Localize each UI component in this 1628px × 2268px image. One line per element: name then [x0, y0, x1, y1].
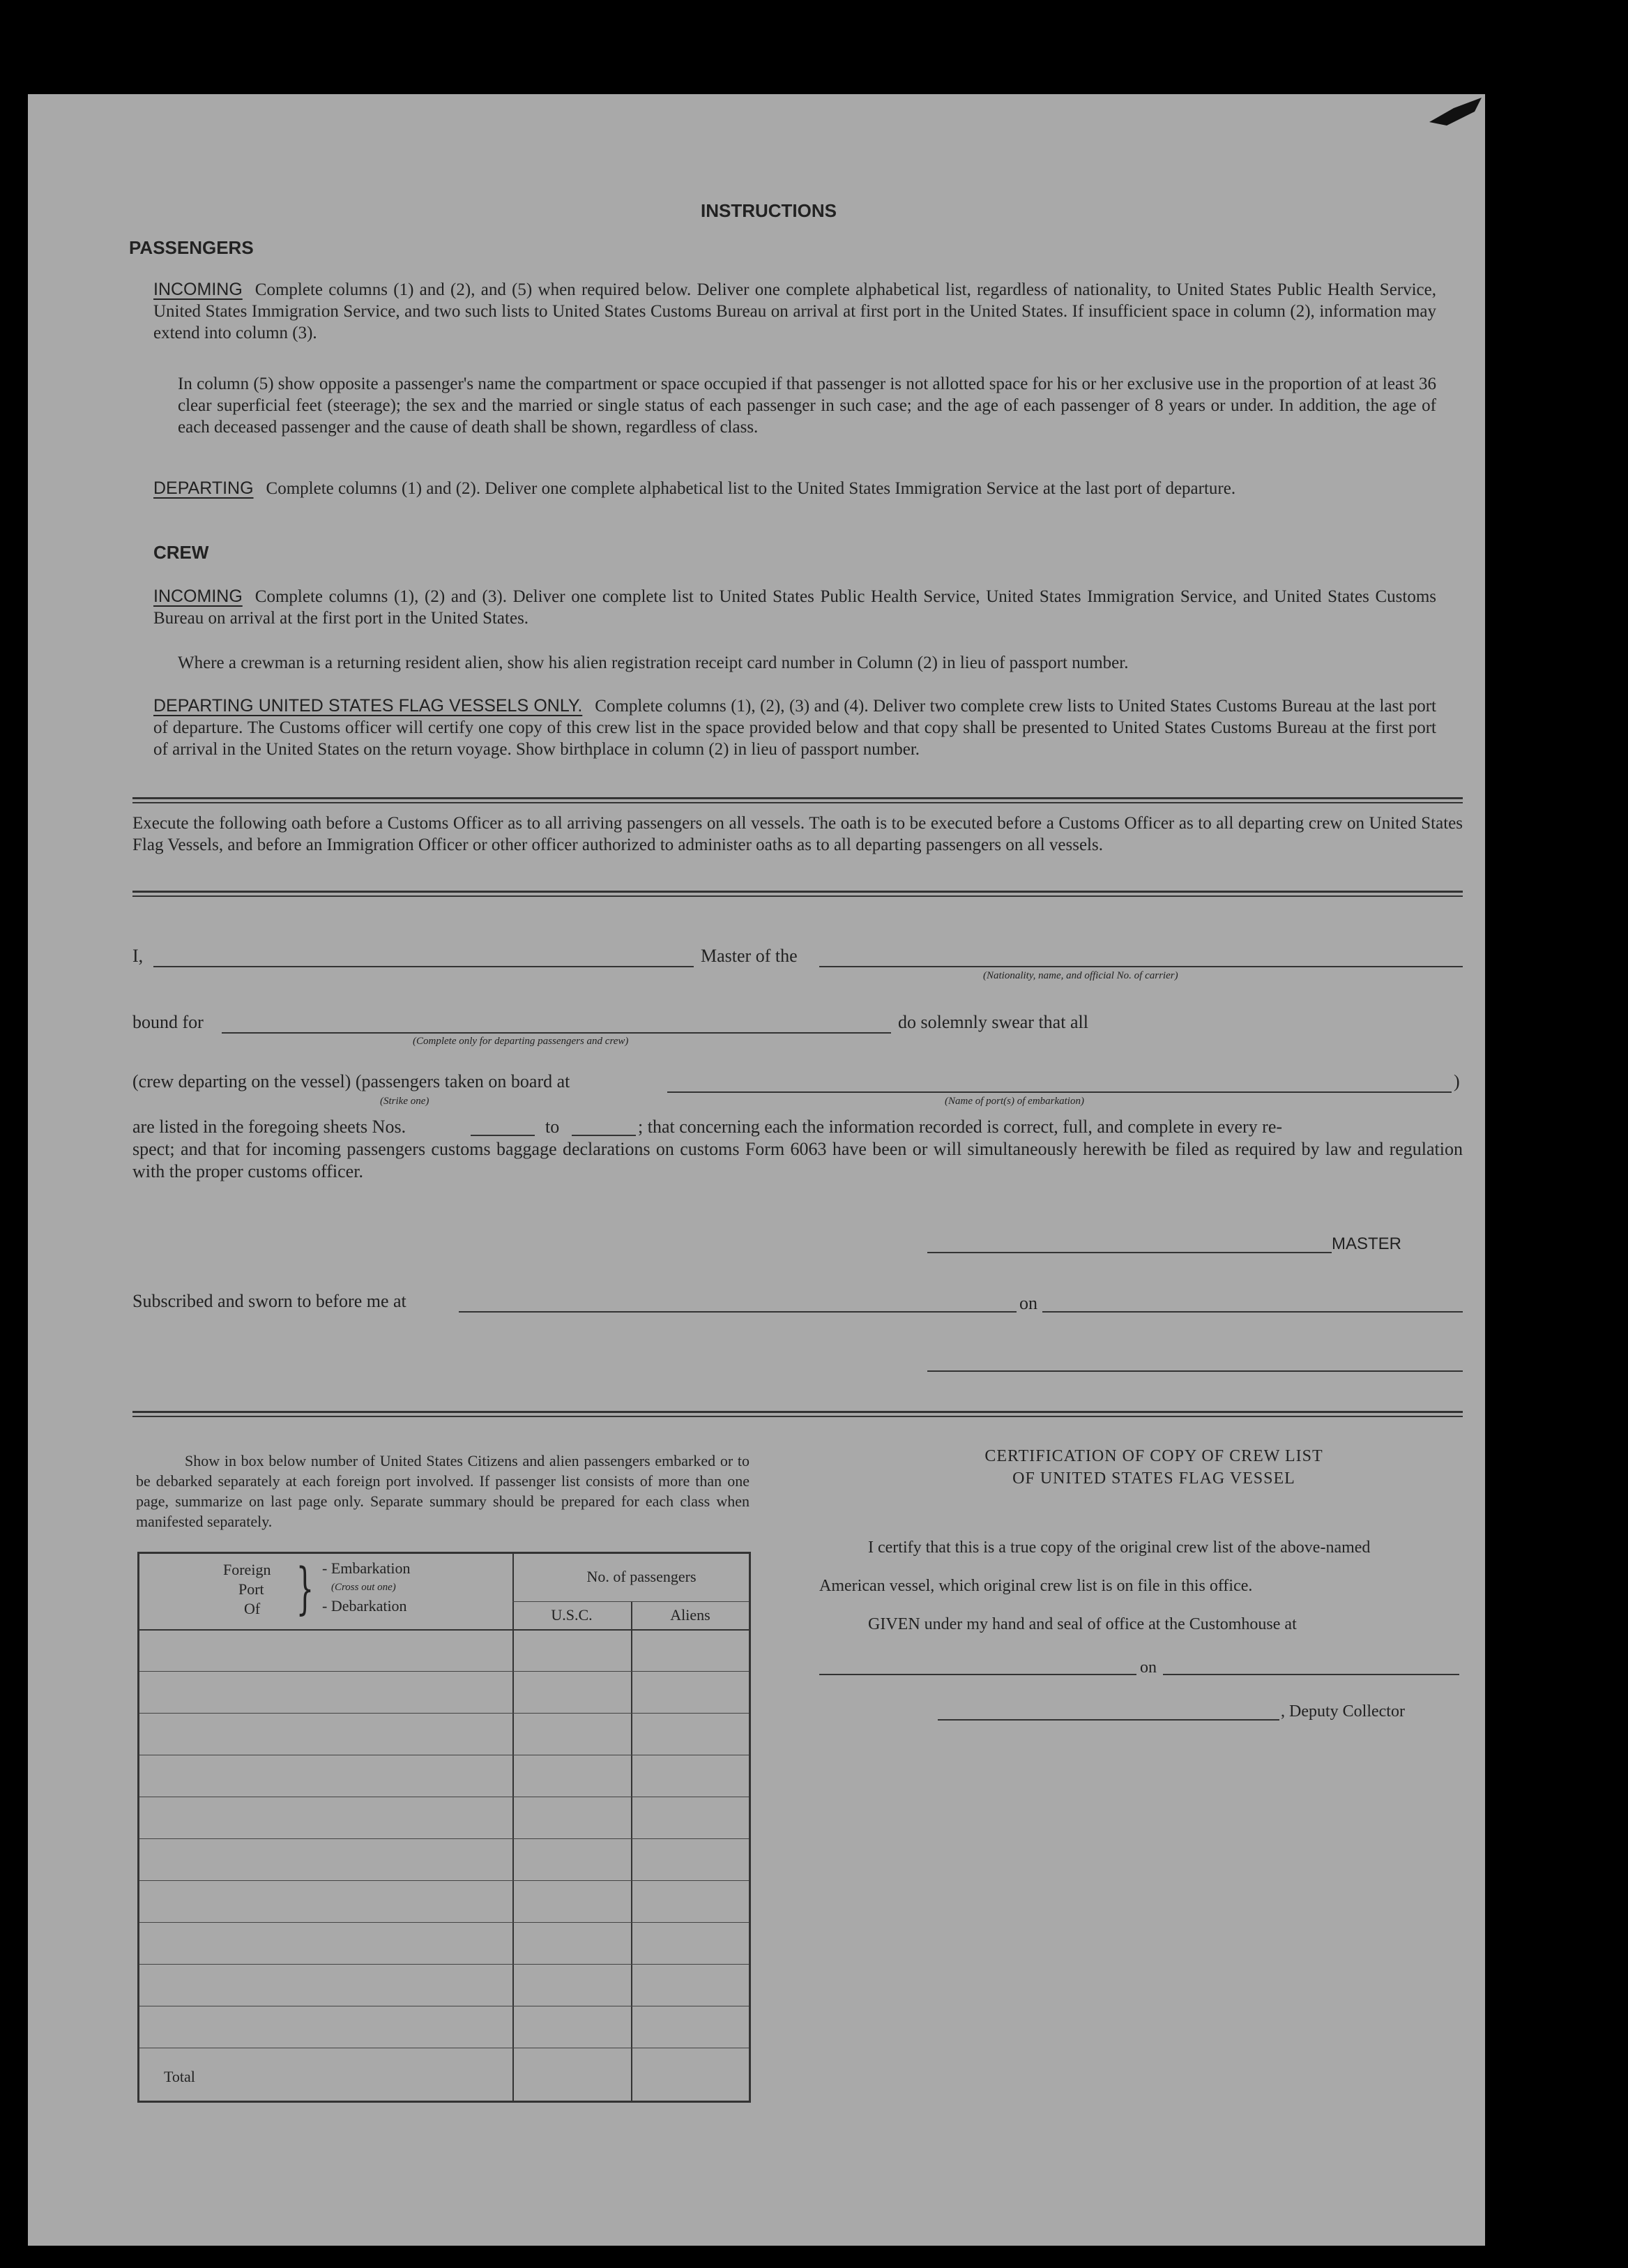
listed-text-1: are listed in the foregoing sheets Nos. [132, 1117, 406, 1137]
sworn-at-line[interactable] [459, 1311, 1017, 1313]
oath-i-label: I, [132, 946, 144, 966]
table-row-line [139, 1964, 749, 1965]
certification-date-line[interactable] [1163, 1674, 1459, 1675]
table-row-line [139, 1713, 749, 1714]
master-of-label: Master of the [701, 946, 798, 966]
crew-heading: CREW [153, 542, 209, 563]
bound-for-line[interactable] [222, 1032, 891, 1034]
passenger-summary-table [137, 1552, 751, 2103]
master-label: MASTER [1332, 1234, 1402, 1253]
column5-text: In column (5) show opposite a passenger's name the compartment or space occupied if that passenger is not allotted space for his or her exclusive use in the proportion of at least 36 clear superficial feet (steerage); the sex and the married or single status of each passenger in such case; and the age of each passenger of 8 years or under. In addition, the age of each deceased passenger and the cause of death shall be shown, regardless of class. [178, 375, 1436, 437]
brace-icon: } [296, 1556, 314, 1621]
table-divider [139, 1629, 749, 1631]
certification-on-label: on [1140, 1658, 1157, 1677]
header-embarkation: - Embarkation [322, 1559, 411, 1577]
carrier-line[interactable] [819, 966, 1463, 967]
table-divider [512, 1554, 514, 2101]
crew-departing-label: DEPARTING UNITED STATES FLAG VESSELS ONLY. [153, 696, 583, 716]
passengers-incoming-text: Complete columns (1) and (2), and (5) when required below. Deliver one complete alphabetical list, regardless of nationality, to United States Public Health Service, United States Immigration Service, and two such lists to United States Customs Bureau on arrival at first port in the United States. If insufficient space in column (2), information may extend into column (3). [153, 280, 1436, 342]
crew-departing-block [153, 695, 1436, 760]
ports-caption: (Name of port(s) of embarkation) [945, 1096, 1084, 1107]
passengers-heading: PASSENGERS [129, 237, 254, 258]
passengers-incoming-block [153, 279, 1436, 344]
listed-text-2: ; that concerning each the information recorded is correct, full, and complete in every re- [638, 1117, 1283, 1137]
header-no-of-passengers: No. of passengers [586, 1568, 697, 1585]
table-divider [631, 1601, 632, 2101]
crew-resident-block [178, 652, 1436, 674]
strike-caption: (Strike one) [380, 1096, 429, 1107]
summary-note: Show in box below number of United States Citizens and alien passengers embarked or to be debarked separately at each foreign port involved. If passenger list consists of more than one page, summarize on last page only. Separate summary should be prepared for each class when manifested separately. [136, 1452, 750, 1530]
master-name-line[interactable] [153, 966, 694, 967]
certification-line-2: American vessel, which original crew list is on file in this office. [819, 1577, 1253, 1595]
officer-signature-line[interactable] [927, 1370, 1463, 1372]
header-debarkation: - Debarkation [322, 1597, 407, 1615]
torn-corner-icon [1426, 94, 1485, 136]
bound-for-caption: (Complete only for departing passengers and crew) [413, 1036, 629, 1047]
header-port: Port [238, 1580, 264, 1598]
close-paren: ) [1454, 1071, 1460, 1091]
swear-text: do solemnly swear that all [898, 1012, 1088, 1032]
total-label: Total [164, 2068, 195, 2085]
deputy-signature-line[interactable] [938, 1719, 1279, 1721]
oath-intro: Execute the following oath before a Customs Officer as to all arriving passengers on all vessels. The oath is to be executed before a Customs Officer as to all departing crew on United States Flag Vessels, and before an Immigration Officer or other officer authorized to administer oaths as to all departing passengers on all vessels. [132, 814, 1463, 854]
sheet-to-line[interactable] [572, 1135, 636, 1136]
listed-to: to [545, 1117, 560, 1137]
table-row-line [139, 1671, 749, 1672]
master-signature-line[interactable] [927, 1252, 1332, 1253]
sheet-from-line[interactable] [471, 1135, 535, 1136]
subscribed-text: Subscribed and sworn to before me at [132, 1291, 406, 1311]
certification-heading-2: OF UNITED STATES FLAG VESSEL [1012, 1469, 1295, 1488]
form-sheet [28, 94, 1485, 2246]
certification-line-3: GIVEN under my hand and seal of office at the Customhouse at [868, 1615, 1297, 1633]
certification-line-1: I certify that this is a true copy of the original crew list of the above-named [868, 1539, 1371, 1557]
embarkation-ports-line[interactable] [667, 1091, 1452, 1093]
divider-rule [132, 1411, 1463, 1417]
divider-rule [132, 891, 1463, 897]
table-divider [512, 1601, 749, 1602]
passengers-departing-text: Complete columns (1) and (2). Deliver one complete alphabetical list to the United States Immigration Service at the last port of departure. [266, 479, 1236, 498]
passengers-incoming-label: INCOMING [153, 280, 243, 299]
header-usc: U.S.C. [551, 1606, 593, 1624]
sworn-on-label: on [1019, 1293, 1037, 1313]
table-row-line [139, 1838, 749, 1839]
crew-incoming-label: INCOMING [153, 587, 243, 606]
customhouse-line[interactable] [819, 1674, 1136, 1675]
header-of: Of [244, 1600, 261, 1617]
column5-block [178, 373, 1436, 438]
header-foreign: Foreign [223, 1561, 271, 1578]
bound-for-label: bound for [132, 1012, 204, 1032]
instructions-title: INSTRUCTIONS [701, 200, 837, 221]
crew-departing-text: Complete columns (1), (2), (3) and (4). Deliver two complete crew lists to United States Customs Bureau at the last port of departure. The Customs officer will certify one copy of this crew list in the space provided below and that copy shall be presented to United States Customs Bureau at the first port of arrival in the United States on the return voyage. Show birthplace in column (2) in lieu of passport number. [153, 697, 1436, 759]
sworn-date-line[interactable] [1042, 1311, 1463, 1313]
listed-text-rest: spect; and that for incoming passengers customs baggage declarations on customs Form 6063 have been or will simultaneously herewith be filed as required by law and regulation with the proper customs officer. [132, 1139, 1463, 1181]
carrier-caption: (Nationality, name, and official No. of carrier) [983, 970, 1178, 981]
divider-rule [132, 797, 1463, 803]
passengers-departing-block [153, 478, 1436, 499]
crew-resident-text: Where a crewman is a returning resident alien, show his alien registration receipt card number in Column (2) in lieu of passport number. [178, 653, 1129, 672]
table-row-line [139, 1880, 749, 1881]
deputy-collector-label: , Deputy Collector [1281, 1702, 1405, 1721]
header-aliens: Aliens [670, 1606, 710, 1624]
crew-incoming-block [153, 586, 1436, 629]
passengers-departing-label: DEPARTING [153, 478, 254, 498]
table-row-line [139, 1922, 749, 1923]
header-cross-out: (Cross out one) [331, 1582, 396, 1593]
certification-heading-1: CERTIFICATION OF COPY OF CREW LIST [984, 1447, 1323, 1465]
crew-incoming-text: Complete columns (1), (2) and (3). Deliver one complete list to United States Public Health Service, United States Immigration Service, and United States Customs Bureau on arrival at the first port in the United States. [153, 587, 1436, 628]
crew-departing-text: (crew departing on the vessel) (passengers taken on board at [132, 1071, 570, 1091]
